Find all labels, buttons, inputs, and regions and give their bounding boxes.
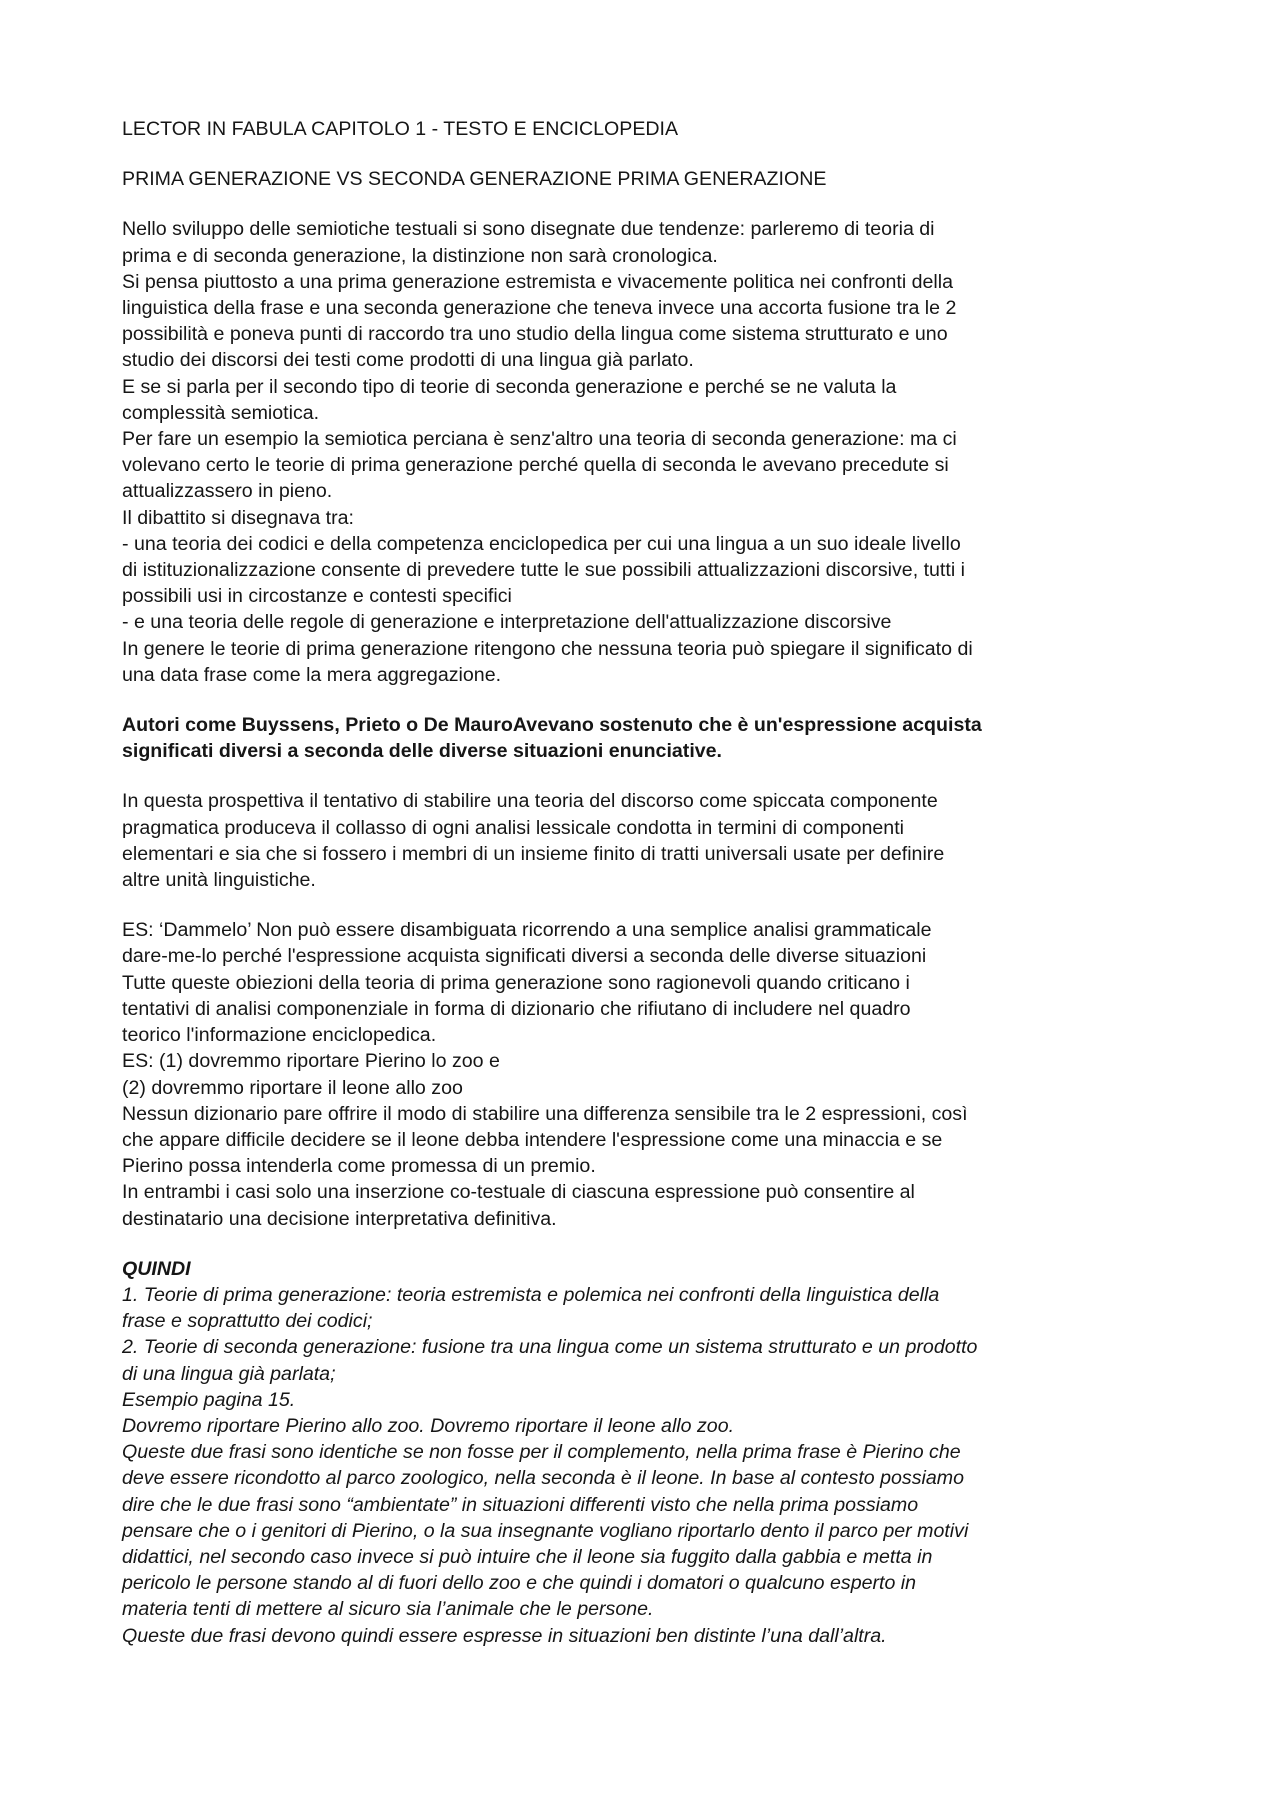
text-line: altre unità linguistiche.: [122, 869, 316, 892]
text-line: dire che le due frasi sono “ambientate” in situazioni differenti visto che nella prima possiamo: [122, 1493, 919, 1516]
text-line: prima e di seconda generazione, la distinzione non sarà cronologica.: [122, 244, 718, 267]
text-line: possibilità e poneva punti di raccordo tra uno studio della lingua come sistema strutturato e uno: [122, 323, 948, 346]
text-line: deve essere ricondotto al parco zoologico, nella seconda è il leone. In base al contesto possiamo: [122, 1467, 964, 1490]
text-line: studio dei discorsi dei testi come prodotti di una lingua già parlato.: [122, 349, 694, 372]
text-line: di una lingua già parlata;: [122, 1362, 336, 1385]
text-line: In entrambi i casi solo una inserzione co-testuale di ciascuna espressione può consentire al: [122, 1181, 915, 1204]
text-line: una data frase come la mera aggregazione.: [122, 663, 502, 686]
text-line: che appare difficile decidere se il leone debba intendere l'espressione come una minaccia e se: [122, 1128, 943, 1151]
document-page: [122, 116, 1172, 1649]
text-line: elementari e sia che si fossero i membri di un insieme finito di tratti universali usate per definire: [122, 842, 945, 865]
text-line: materia tenti di mettere al sicuro sia l’animale che le persone.: [122, 1598, 654, 1621]
quindi-heading: QUINDI: [122, 1257, 191, 1280]
text-line: Dovremo riportare Pierino allo zoo. Dovremo riportare il leone allo zoo.: [122, 1414, 735, 1437]
text-line: destinatario una decisione interpretativa definitiva.: [122, 1207, 557, 1230]
document-subtitle: PRIMA GENERAZIONE VS SECONDA GENERAZIONE PRIMA GENERAZIONE: [122, 168, 827, 191]
text-line: attualizzassero in pieno.: [122, 480, 333, 503]
text-line: possibili usi in circostanze e contesti specifici: [122, 585, 512, 608]
text-line: Queste due frasi sono identiche se non fosse per il complemento, nella prima frase è Pierino che: [122, 1441, 961, 1464]
text-line: ES: ‘Dammelo’ Non può essere disambiguata ricorrendo a una semplice analisi grammaticale: [122, 919, 932, 942]
text-line: linguistica della frase e una seconda generazione che teneva invece una accorta fusione tra le 2: [122, 297, 957, 320]
text-line: In genere le teorie di prima generazione ritengono che nessuna teoria può spiegare il significato di: [122, 637, 973, 660]
text-line: Il dibattito si disegnava tra:: [122, 506, 354, 529]
text-line: Esempio pagina 15.: [122, 1388, 296, 1411]
text-line: - una teoria dei codici e della competenza enciclopedica per cui una lingua a un suo ideale livello: [122, 532, 961, 555]
document-title: LECTOR IN FABULA CAPITOLO 1 - TESTO E ENCICLOPEDIA: [122, 118, 679, 140]
text-line: Pierino possa intenderla come promessa di un premio.: [122, 1155, 596, 1178]
text-line: complessità semiotica.: [122, 401, 320, 424]
text-line: Tutte queste obiezioni della teoria di prima generazione sono ragionevoli quando criticano i: [122, 971, 910, 994]
text-line: teorico l'informazione enciclopedica.: [122, 1024, 437, 1047]
text-line: Per fare un esempio la semiotica perciana è senz'altro una teoria di seconda generazione: ma ci: [122, 428, 957, 451]
paragraph-bold-authors: [122, 712, 1172, 764]
text-line: In questa prospettiva il tentativo di stabilire una teoria del discorso come spiccata componente: [122, 790, 938, 813]
summary-section: [122, 1256, 1172, 1649]
paragraph-prospettiva: [122, 788, 1172, 893]
text-line: volevano certo le teorie di prima generazione perché quella di seconda le avevano precedute si: [122, 454, 949, 477]
text-line: tentativi di analisi componenziale in forma di dizionario che rifiutano di includere nel quadro: [122, 997, 911, 1020]
text-line: Si pensa piuttosto a una prima generazione estremista e vivacemente politica nei confronti della: [122, 270, 954, 293]
text-line: 2. Teorie di seconda generazione: fusione tra una lingua come un sistema strutturato e un prodotto: [122, 1336, 978, 1359]
paragraph-intro: [122, 216, 1172, 688]
text-line: frase e soprattutto dei codici;: [122, 1310, 373, 1333]
paragraph-examples: [122, 917, 1172, 1231]
text-line: ES: (1) dovremmo riportare Pierino lo zoo e: [122, 1050, 500, 1073]
text-line: 1. Teorie di prima generazione: teoria estremista e polemica nei confronti della linguistica della: [122, 1283, 940, 1306]
text-line: E se si parla per il secondo tipo di teorie di seconda generazione e perché se ne valuta la: [122, 375, 897, 398]
text-line: pericolo le persone stando al di fuori dello zoo e che quindi i domatori o qualcuno esperto in: [122, 1572, 917, 1595]
text-line: dare-me-lo perché l'espressione acquista significati diversi a seconda delle diverse situazioni: [122, 945, 927, 968]
text-line: - e una teoria delle regole di generazione e interpretazione dell'attualizzazione discorsive: [122, 611, 892, 634]
text-line: (2) dovremmo riportare il leone allo zoo: [122, 1076, 463, 1099]
text-line: di istituzionalizzazione consente di prevedere tutte le sue possibili attualizzazioni discorsive, tutti i: [122, 559, 965, 582]
text-line: pensare che o i genitori di Pierino, o la sua insegnante vogliano riportarlo dento il parco per motivi: [122, 1519, 969, 1542]
text-line: Nello sviluppo delle semiotiche testuali si sono disegnate due tendenze: parleremo di teoria di: [122, 218, 935, 241]
text-line: didattici, nel secondo caso invece si può intuire che il leone sia fuggito dalla gabbia e metta in: [122, 1545, 933, 1568]
text-line: Nessun dizionario pare offrire il modo di stabilire una differenza sensibile tra le 2 espressioni, così: [122, 1102, 968, 1125]
text-line: significati diversi a seconda delle diverse situazioni enunciative.: [122, 740, 723, 763]
text-line: Autori come Buyssens, Prieto o De MauroAvevano sostenuto che è un'espressione acquista: [122, 714, 982, 737]
text-line: pragmatica produceva il collasso di ogni analisi lessicale condotta in termini di componenti: [122, 816, 904, 839]
text-line: Queste due frasi devono quindi essere espresse in situazioni ben distinte l’una dall’altra.: [122, 1624, 887, 1647]
